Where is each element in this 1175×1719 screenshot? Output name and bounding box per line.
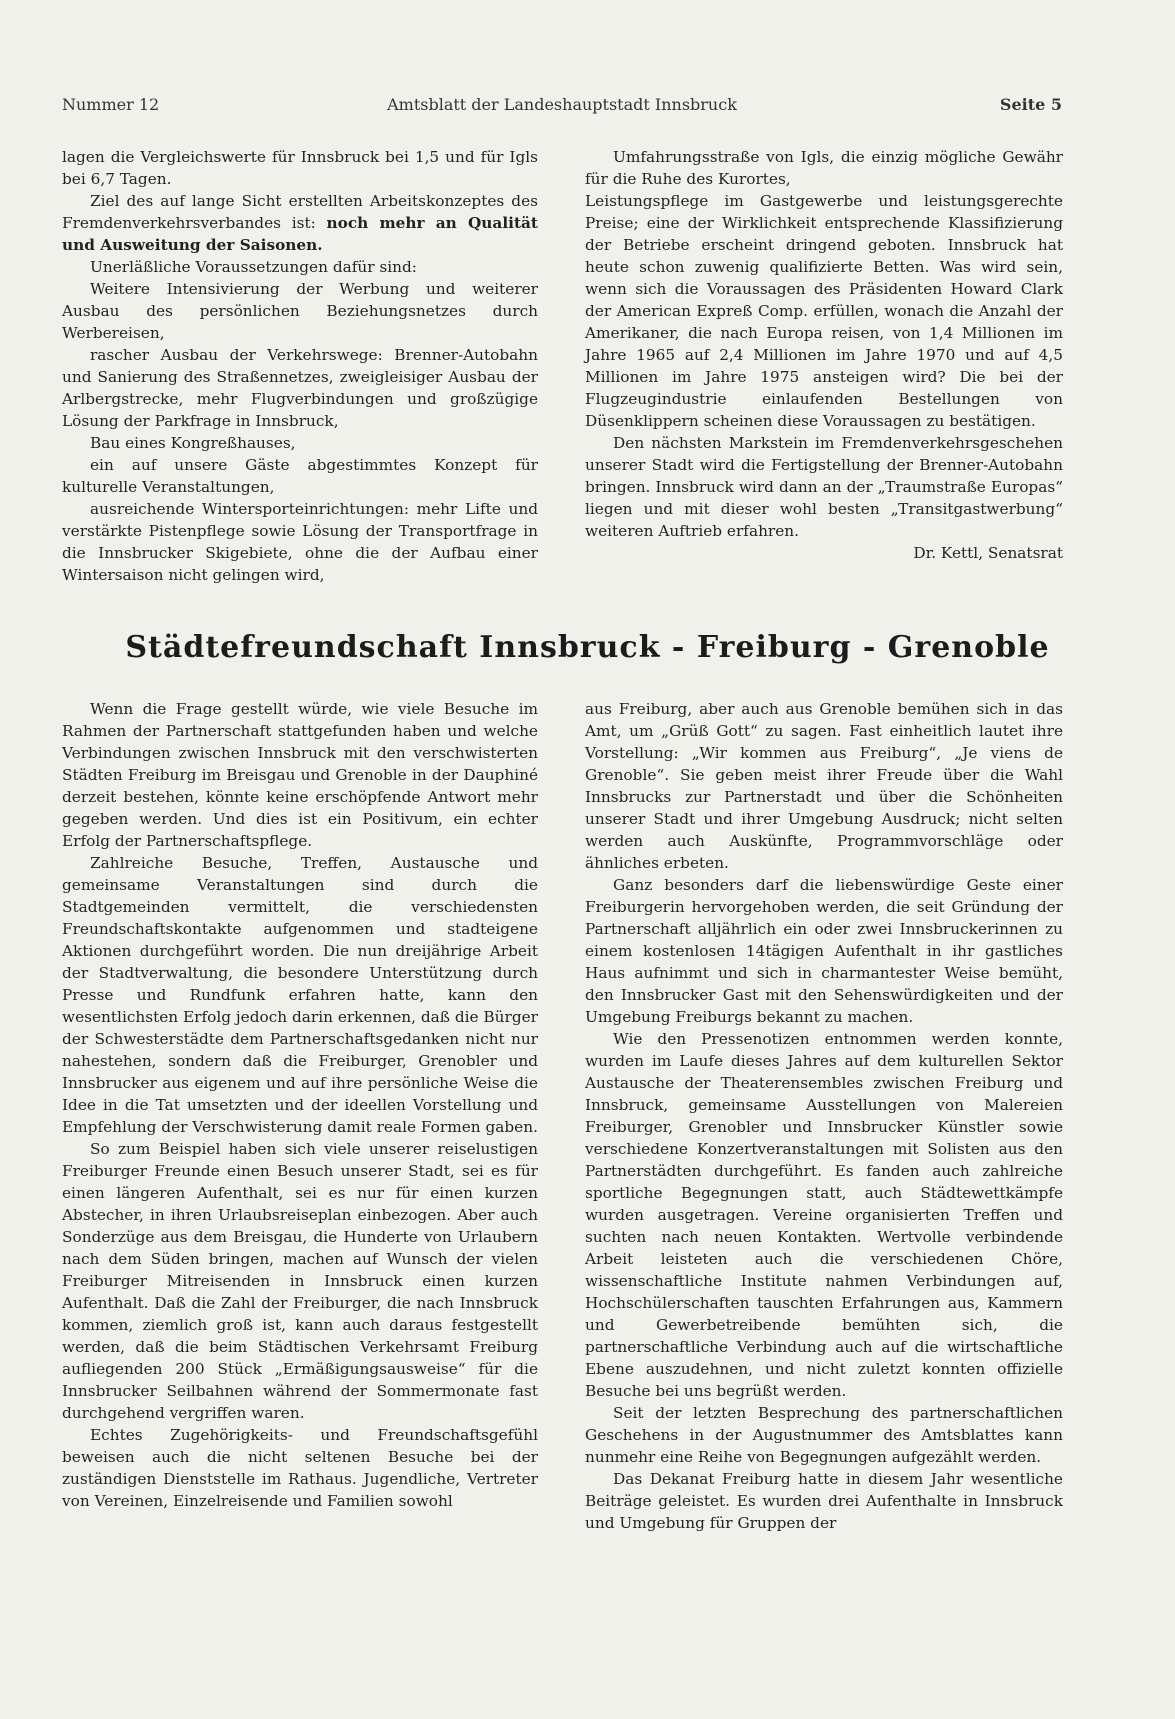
- paragraph: [585, 1468, 1063, 1534]
- paragraph: [585, 1402, 1063, 1468]
- page-header: [62, 95, 1062, 123]
- paragraph: [62, 190, 538, 256]
- paragraph: [585, 146, 1063, 190]
- paragraph-text: Unerläßliche Voraussetzungen dafür sind:: [90, 258, 417, 276]
- paragraph: [62, 498, 538, 586]
- paragraph-text: rascher Ausbau der Verkehrswege: Brenner-Autobahn und Sanierung des Straßennetzes, zweigleisiger Ausbau der Arlbergstrecke, mehr Flugverbindungen und großzügige Lösung der Parkfrage in Innsbruck,: [62, 346, 538, 430]
- paragraph-text: Bau eines Kongreßhauses,: [90, 434, 296, 452]
- paragraph: So zum Beispiel haben sich viele unserer reiselustigen Freiburger Freunde einen Besuch unserer Stadt, sei es für einen längeren Aufenthalt, sei es nur für einen kurzen Abstecher, in ihren Urlaubsreiseplan einbezogen. Aber auch Sonderzüge aus dem Breisgau, die Hunderte von Urlaubern nach dem Süden bringen, machen auf Wunsch der vielen Freiburger Mitreisenden in Innsbruck einen kurzen Aufenthalt. Daß die Zahl der Freiburger, die nach Innsbruck kommen, ziemlich groß ist, kann auch daraus festgestellt werden, daß die beim Städtischen Verkehrsamt Freiburg aufliegenden 200 Stück „Ermäßigungsausweise“ für die Innsbrucker Seilbahnen während der Sommermonate fast durchgehend vergriffen waren.: [62, 1140, 538, 1422]
- paragraph-text: lagen die Vergleichswerte für Innsbruck bei 1,5 und für Igls bei 6,7 Tagen.: [62, 148, 538, 188]
- paragraph-text: ein auf unsere Gäste abgestimmtes Konzept für kulturelle Veranstaltungen,: [62, 456, 538, 496]
- paragraph: [62, 146, 538, 190]
- paragraph-text: Ziel des auf lange Sicht erstellten Arbeitskonzeptes des Fremdenverkehrsverbandes ist:: [62, 192, 538, 232]
- paragraph: [62, 344, 538, 432]
- top-right-column: [585, 146, 1063, 564]
- top-left-column: [62, 146, 538, 586]
- paragraph-text: Umfahrungsstraße von Igls, die einzig mögliche Gewähr für die Ruhe des Kurortes,: [585, 148, 1063, 188]
- paragraph-text: Weitere Intensivierung der Werbung und weiterer Ausbau des persönlichen Beziehungsnetzes durch Werbereisen,: [62, 280, 538, 342]
- paragraph-text: Leistungspflege im Gastgewerbe und leistungsgerechte Preise; eine der Wirklichkeit entsprechende Klassifizierung der Betriebe erscheint dringend geboten. Innsbruck hat heute schon zuwenig qualifizierte Betten. Was wird sein, wenn sich die Voraussagen des Präsidenten Howard Clark der American Expreß Comp. erfüllen, wonach die Anzahl der Amerikaner, die nach Europa reisen, von 1,4 Millionen im Jahre 1965 auf 2,4 Millionen im Jahre 1970 und auf 4,5 Millionen im Jahre 1975 ansteigen wird? Die bei der Flugzeugindustrie einlaufenden Bestellungen von Düsenklippern scheinen diese Voraussagen zu bestätigen.: [585, 192, 1063, 430]
- paragraph: [585, 1028, 1063, 1402]
- paragraph: [585, 190, 1063, 432]
- paragraph: Wenn die Frage gestellt würde, wie viele Besuche im Rahmen der Partnerschaft stattgefunden haben und welche Verbindungen zwischen Innsbruck mit den verschwisterten Städten Freiburg im Breisgau und Grenoble in der Dauphiné derzeit bestehen, könnte keine erschöpfende Antwort mehr gegeben werden. Und dies ist ein Positivum, ein echter Erfolg der Partnerschaftspflege.: [62, 700, 538, 850]
- paragraph: [585, 698, 1063, 874]
- issue-number: Nummer 12: [62, 95, 160, 114]
- paragraph-text: Den nächsten Markstein im Fremdenverkehrsgeschehen unserer Stadt wird die Fertigstellung der Brenner-Autobahn bringen. Innsbruck wird dann an der „Traumstraße Europas“ liegen und mit dieser wohl besten „Transitgastwerbung“ weiteren Auftrieb erfahren.: [585, 434, 1063, 540]
- paragraph: Zahlreiche Besuche, Treffen, Austausche und gemeinsame Veranstaltungen sind durch die Stadtgemeinden vermittelt, die verschiedensten Freundschaftskontakte aufgenommen und stadteigene Aktionen durchgeführt worden. Die nun dreijährige Arbeit der Stadtverwaltung, die besondere Unterstützung durch Presse und Rundfunk erfahren hatte, kann den wesentlichsten Erfolg jedoch darin erkennen, daß die Bürger der Schwesterstädte dem Partnerschaftsgedanken nicht nur nahestehen, sondern daß die Freiburger, Grenobler und Innsbrucker aus eigenem und auf ihre persönliche Weise die Idee in die Tat umsetzten und der ideellen Vorstellung und Empfehlung der Verschwisterung damit reale Formen gaben.: [62, 854, 538, 1136]
- article-title: Städtefreundschaft Innsbruck - Freiburg - Grenoble: [125, 630, 1050, 665]
- paragraph-text: Das Dekanat Freiburg hatte in diesem Jahr wesentliche Beiträge geleistet. Es wurden drei Aufenthalte in Innsbruck und Umgebung für Gruppen der: [585, 1470, 1063, 1532]
- article-right-column: [585, 698, 1063, 1534]
- paragraph-text: Wie den Pressenotizen entnommen werden konnte, wurden im Laufe dieses Jahres auf dem kulturellen Sektor Austausche der Theaterensembles zwischen Freiburg und Innsbruck, gemeinsame Ausstellungen von Malereien Freiburger, Grenobler und Innsbrucker Künstler sowie verschiedene Konzertveranstaltungen mit Solisten aus den Partnerstädten durchgeführt. Es fanden auch zahlreiche sportliche Begegnungen statt, auch Städtewettkämpfe wurden ausgetragen. Vereine organisierten Treffen und suchten nach neuen Kontakten. Wertvolle verbindende Arbeit leisteten auch die verschiedenen Chöre, wissenschaftliche Institute nahmen Verbindungen auf, Hochschülerschaften tauschten Erfahrungen aus, Kammern und Gewerbetreibende bemühten sich, die partnerschaftliche Verbindung auch auf die wirtschaftliche Ebene auszudehnen, und nicht zuletzt konnten offizielle Besuche bei uns begrüßt werden.: [585, 1030, 1063, 1400]
- author-signature: Dr. Kettl, Senatsrat: [913, 544, 1063, 562]
- page-number: Seite 5: [999, 95, 1062, 114]
- paragraph: [585, 432, 1063, 542]
- paragraph-text: aus Freiburg, aber auch aus Grenoble bemühen sich in das Amt, um „Grüß Gott“ zu sagen. Fast einheitlich lautet ihre Vorstellung: „Wir kommen aus Freiburg“, „Je viens de Grenoble“. Sie geben meist ihrer Freude über die Wahl Innsbrucks zur Partnerstadt und über die Schönheiten unserer Stadt und ihrer Umgebung Ausdruck; nicht selten werden auch Auskünfte, Programmvorschläge oder ähnliches erbeten.: [585, 700, 1063, 872]
- article-left-column: [62, 698, 538, 1512]
- paragraph-text: Ganz besonders darf die liebenswürdige Geste einer Freiburgerin hervorgehoben werden, die seit Gründung der Partnerschaft alljährlich ein oder zwei Innsbruckerinnen zu einem kostenlosen 14tägigen Aufenthalt in ihr gastliches Haus aufnimmt und sich in charmantester Weise bemüht, den Innsbrucker Gast mit den Sehenswürdigkeiten und der Umgebung Freiburgs bekannt zu machen.: [585, 876, 1063, 1026]
- emphasis-text: noch mehr an Qualität und Ausweitung der Saisonen.: [62, 214, 538, 254]
- paragraph: [62, 256, 538, 278]
- publication-title: Amtsblatt der Landeshauptstadt Innsbruck: [387, 95, 737, 114]
- paragraph: [585, 874, 1063, 1028]
- paragraph: Echtes Zugehörigkeits- und Freundschaftsgefühl beweisen auch die nicht seltenen Besuche bei der zuständigen Dienststelle im Rathaus. Jugendliche, Vertreter von Vereinen, Einzelreisende und Familien sowohl: [62, 1426, 538, 1510]
- paragraph-text: ausreichende Wintersporteinrichtungen: mehr Lifte und verstärkte Pistenpflege sowie Lösung der Transportfrage in die Innsbrucker Skigebiete, ohne die der Aufbau einer Wintersaison nicht gelingen wird,: [62, 500, 538, 584]
- paragraph-text: Seit der letzten Besprechung des partnerschaftlichen Geschehens in der Augustnummer des Amtsblattes kann nunmehr eine Reihe von Begegnungen aufgezählt werden.: [585, 1404, 1063, 1466]
- paragraph: [62, 454, 538, 498]
- paragraph: [62, 278, 538, 344]
- paragraph: [62, 432, 538, 454]
